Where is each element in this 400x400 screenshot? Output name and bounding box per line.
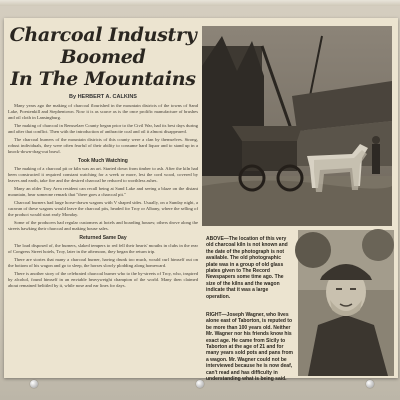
paragraph-6: Charcoal burners had large horse-drawn wagons with V shaped sides. Usually, on a Sunday night, a caravan of these wagons would leave the charcoal pits, headed for Troy or Albany, where the selling of the product would start early Monday.	[8, 200, 198, 217]
paragraph-2: The making of charcoal in Rensselaer County began prior to the Civil War, had its best days during and after that conflict. Then with the introduction of anthracite coal and oil it almost disappeared.	[8, 123, 198, 134]
paragraph-4: The making of a charcoal pit or kiln was an art. Started down from timber to ash. After the kiln had been constructed it required constant watching for a week or more, lest the cord wood, covered by leaves and earth, take fire and the desired charcoal be reduced to worthless ashes.	[8, 166, 198, 183]
paragraph-3: The charcoal burners of the mountain districts of this county were a clan by themselves. Strong, robust individuals, they were often fearful of their ability to consume hard liquor and to stand up in a knock-down-drag-out brawl.	[8, 137, 198, 154]
headline-line-1: Charcoal Industry	[9, 24, 197, 46]
headline-line-3: In The Mountains	[10, 68, 196, 90]
article-byline: By HERBERT A. CALKINS	[69, 94, 137, 100]
top-photo-caption: ABOVE—The location of this very old charcoal kiln is not known and the date of the photograph is not available. The old photographic plate was in a group of old glass plates given to The Record Newspapers some time ago. The size of the kilns and the wagon indicate that it was a large operation.	[206, 236, 288, 300]
paragraph-10: There is another story of the celebrated charcoal burner who to the by-streets of Troy, who, inspired by alcohol, found himself in an enviable heavyweight champion of the world. Many then claimed about remained belittled by it, while nose and ear lines for days.	[8, 271, 198, 288]
newspaper-clipping	[4, 18, 398, 383]
bottom-photo-caption: RIGHT—Joseph Wagner, who lives alone east of Taborton, is reputed to be more than 100 years old. Neither Mr. Wagner nor his friends know his exact age. He came from Sicily to Taborton at the age of 21 and for many years sold pots and pans from a wagon. Mr. Wagner could not be interviewed because he is now deaf, can't read and has difficulty in understanding what is being said.	[206, 312, 293, 383]
subhead-returned-same-day: Returned Same Day	[79, 235, 127, 241]
paragraph-1: Many years ago the making of charcoal flourished in the mountain districts of the towns of Sand Lake, Poestenkill and Stephentown. Now it is as scarce as is the once prolific manufacture of brushes and oil cloth in Lansingburg.	[8, 103, 198, 120]
article-headline	[8, 24, 198, 90]
joseph-wagner-portrait-art	[298, 230, 394, 376]
sleeve-edge	[0, 0, 400, 6]
article-column	[8, 24, 198, 374]
pin-icon	[196, 380, 204, 388]
pin-icon	[366, 380, 374, 388]
charcoal-kiln-photo-art	[202, 26, 392, 226]
headline-line-2: Boomed	[60, 46, 146, 68]
paragraph-7: Some of the producers had regular customers at hotels and boarding houses; others drove along the streets hawking their charcoal and making house sales.	[8, 220, 198, 231]
paragraph-9: There are stories that many a charcoal burner, having drunk too much, would curl himself out on the bottom of his wagon and go to sleep, the horses slowly plodding along homeward.	[8, 257, 198, 268]
paragraph-8: The load disposed of, the burners, slaked tempers to red fell their hearts' mouths in clubs in the rear of Congress Street hotels, Troy, later in the afternoon, they began the return trip.	[8, 243, 198, 254]
subhead-took-much-watching: Took Much Watching	[78, 158, 128, 164]
paragraph-5: Many an older Troy Area resident can recall being at Sand Lake and seeing a blaze on the distant mountain, hear someone remark that "there goes a charcoal pit."	[8, 186, 198, 197]
joseph-wagner-portrait	[298, 230, 394, 376]
pin-icon	[30, 380, 38, 388]
charcoal-kiln-photo	[202, 26, 392, 226]
photo-column	[202, 24, 396, 383]
